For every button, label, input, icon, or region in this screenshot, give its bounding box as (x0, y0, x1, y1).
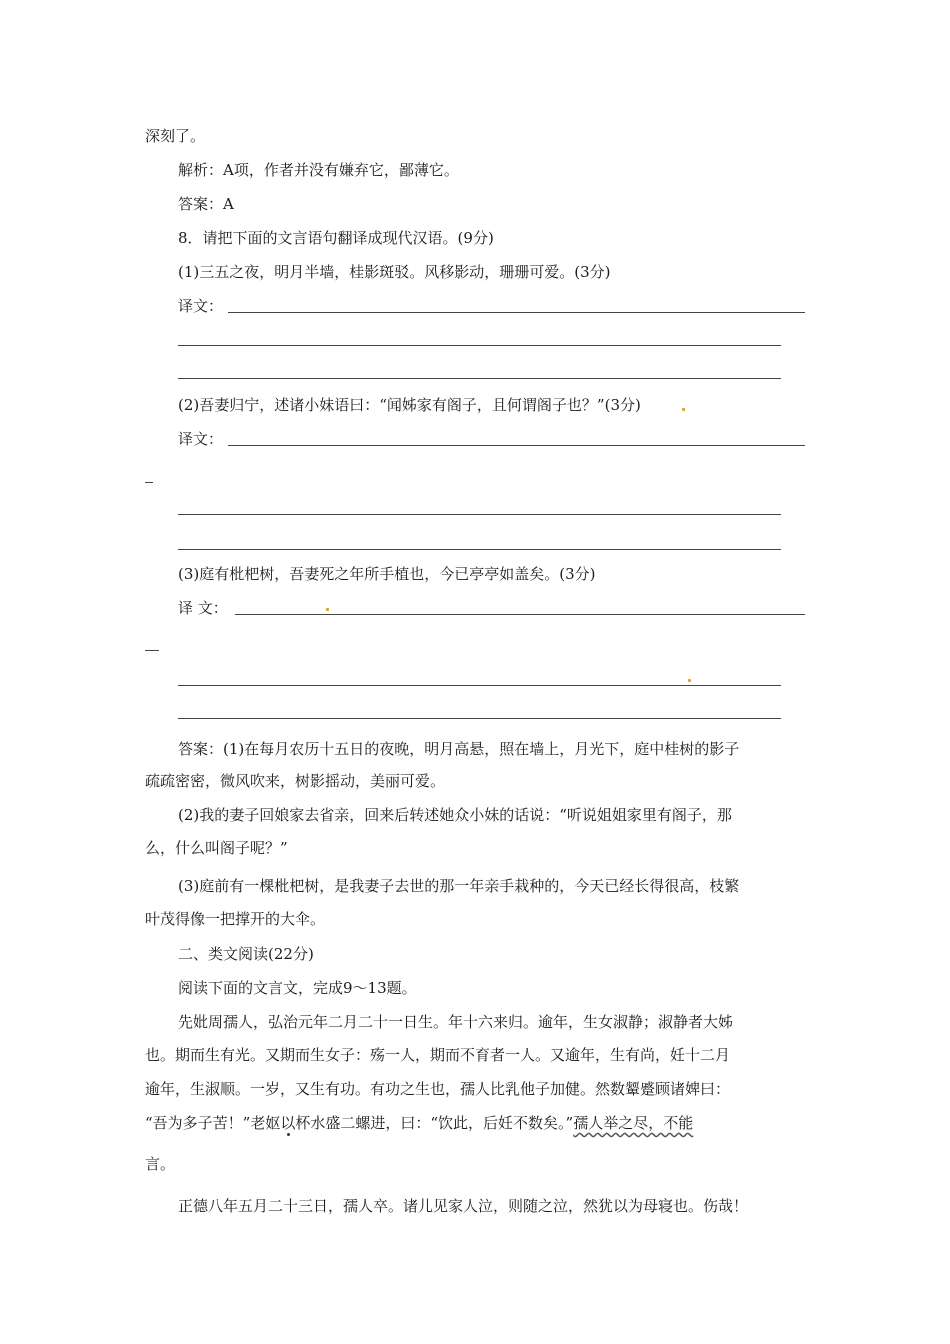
answer-blank-line (178, 718, 781, 719)
section-heading: 二、类文阅读(22分) (178, 945, 314, 963)
answer-line: 答案：(1)在每月农历十五日的夜晚，明月高悬，照在墙上，月光下，庭中桂树的影子 (178, 740, 740, 758)
answer-line: 叶茂得像一把撑开的大伞。 (145, 910, 326, 928)
question-8-title: 8．请把下面的文言语句翻译成现代汉语。(9分) (178, 229, 494, 247)
answer-line: 么，什么叫阁子呢？” (145, 839, 288, 857)
line-overflow-mark (145, 650, 159, 651)
translation-label-3: 译 文： (178, 599, 228, 617)
answer-blank-line (178, 378, 781, 379)
answer-blank-line (178, 685, 781, 686)
answer-line: (3)庭前有一棵枇杷树，是我妻子去世的那一年亲手栽种的，今天已经长得很高，枝繁 (178, 877, 740, 895)
answer-line: 疏疏密密，微风吹来，树影摇动，美丽可爱。 (145, 772, 446, 790)
answer-blank-line (178, 345, 781, 346)
passage-segment: “吾为多子苦！”老妪 (145, 1114, 281, 1132)
underlined-sentence: 孺人举之尽，不能 (573, 1114, 694, 1132)
stray-mark (682, 408, 685, 411)
answer-line: (2)我的妻子回娘家去省亲，回来后转述她众小妹的话说：“听说姐姐家里有阁子，那 (178, 806, 732, 824)
passage-line: 也。期而生有光。又期而生女子：殇一人，期而不育者一人。又逾年，生有尚，妊十二月 (145, 1046, 731, 1064)
sub-question-3: (3)庭有枇杷树，吾妻死之年所手植也，今已亭亭如盖矣。(3分) (178, 565, 596, 583)
sub-question-1: (1)三五之夜，明月半墙，桂影斑驳。风移影动，珊珊可爱。(3分) (178, 263, 611, 281)
stray-mark (326, 608, 329, 611)
passage-line: 先妣周孺人，弘治元年二月二十一日生。年十六来归。逾年，生女淑静；淑静者大姊 (178, 1013, 734, 1031)
answer-blank-line (178, 514, 781, 515)
passage-line: 言。 (145, 1155, 176, 1173)
sub-question-2: (2)吾妻归宁，述诸小妹语曰：“闻姊家有阁子，且何谓阁子也？”(3分) (178, 396, 641, 414)
answer-blank-line (235, 614, 805, 615)
translation-label-2: 译文： (178, 430, 224, 448)
stray-mark (688, 679, 691, 682)
analysis-line: 解析：A项，作者并没有嫌弃它，鄙薄它。 (178, 161, 459, 179)
answer-blank-line (228, 445, 805, 446)
passage-line: 逾年，生淑顺。一岁，又生有功。有功之生也，孺人比乳他子加健。然数颦蹙顾诸婢曰： (145, 1080, 731, 1098)
emphasized-character: 以 (280, 1114, 296, 1132)
passage-segment: 杯水盛二螺进，曰：“饮此，后妊不数矣。” (295, 1114, 574, 1132)
answer-line: 答案：A (178, 195, 234, 213)
translation-label-1: 译文： (178, 297, 224, 315)
line-overflow-mark (145, 482, 153, 483)
text-line: 深刻了。 (145, 127, 206, 145)
passage-line (145, 1113, 693, 1133)
passage-line: 正德八年五月二十三日，孺人卒。诸儿见家人泣，则随之泣，然犹以为母寝也。伤哉！ (178, 1197, 749, 1215)
answer-blank-line (178, 549, 781, 550)
answer-blank-line (228, 312, 805, 313)
instruction-line: 阅读下面的文言文，完成9～13题。 (178, 979, 417, 997)
